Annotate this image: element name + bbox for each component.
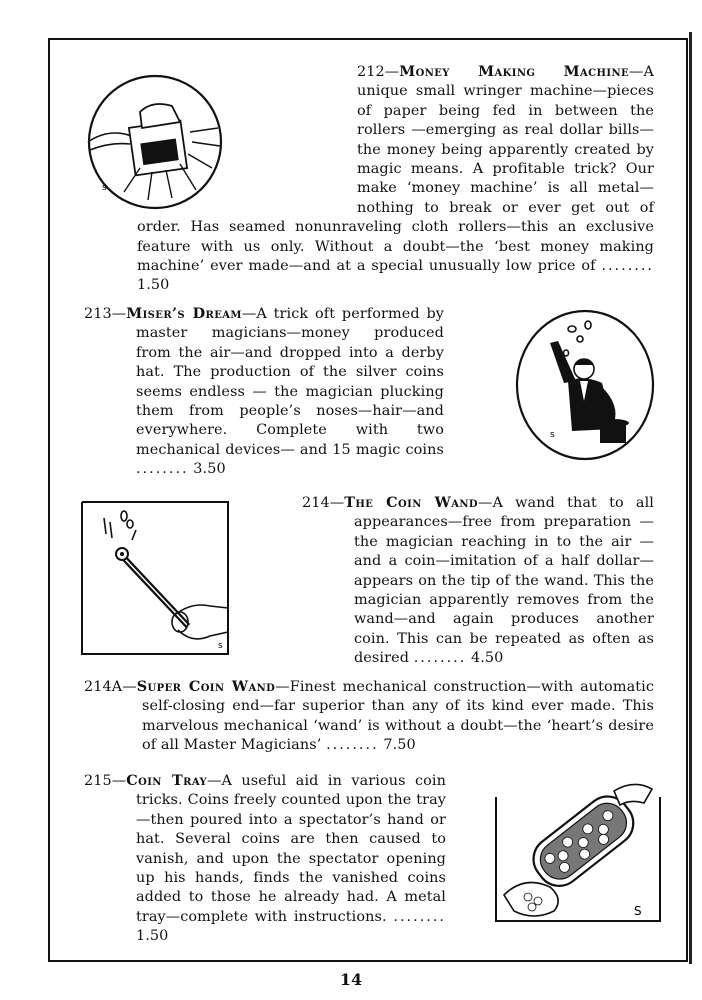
price-leader-dots: ........ [326,737,379,754]
page-number: 14 [339,970,363,989]
price-leader-dots: ........ [136,461,189,478]
price-leader-dots: ........ [601,258,654,275]
item-description: —A trick oft performed by master magicians—money produced from the air—and dropped into a derby hat. The production of the silver coins seems endless — the magician plucking them from people’s noses—hair—and everywhere. Complete with two mechanical devices— and 15 magic coins [136,306,444,458]
item-number: 215— [84,773,127,789]
catalog-item-2 [84,304,444,480]
item-description: —A wand that to all appearances—free from preparation —the magician reaching in to the air —and a coin—imitation of a half dollar—appears on the tip of the wand. This the magician apparently removes from the wand—and again produces another coin. This can be repeated as often as desired [354,495,654,667]
price-leader-dots: ........ [393,908,446,925]
coin-wand-illustration [80,498,232,658]
catalog-item-4 [84,677,654,756]
item-name: Miser’s Dream [126,305,242,322]
item-price: 1.50 [136,928,169,945]
item-number: 214— [302,495,345,511]
item-number: 213— [84,306,127,322]
item-name: Super Coin Wand [136,678,276,695]
page-fold-edge [689,32,692,964]
item-price: 4.50 [466,650,504,667]
catalog-item-5 [84,771,446,947]
item-price: 7.50 [378,737,416,754]
item-price: 3.50 [188,461,226,478]
catalog-item-3 [302,493,654,669]
svg-text:s: s [218,641,223,651]
item-description: —A useful aid in various coin tricks. Coins freely counted upon the tray—then poured into a spectator’s hand or hat. Several coins are then caused to vanish, and upon the spectator opening up his hands, finds the vanished coins added to those he already had. A metal tray—complete with instructions. [136,773,446,925]
item-description: —A unique small wringer machine—pieces of paper being fed in between the rollers —emerging as real dollar bills—the money being apparently created by magic means. A profitable trick? Our make ‘money machine’ is all metal— nothing to break or ever get out of order. Has seamed nonunraveling cloth rollers—this an exclusive feature with us only. Without a doubt—the ‘best money making machine’ ever made—and at a special unusually low price of [137,64,654,275]
item-number: 214A— [84,679,137,695]
item-name: Money Making Machine [399,63,630,80]
item-name: Coin Tray [126,772,208,789]
item-number: 212— [357,64,400,80]
item-name: The Coin Wand [344,494,478,511]
svg-text:s: s [102,183,107,193]
catalog-item-1 [137,62,654,296]
price-leader-dots: ........ [413,650,467,667]
item-price: 1.50 [137,277,170,294]
svg-text:S: S [634,904,642,918]
item-description: —Finest mechanical construction—with automatic self-closing end—far superior than any of its kind ever made. This marvelous mechanical ‘wand’ is without a doubt—the ‘heart’s desire of all Master Magicians’ [142,679,654,754]
svg-text:s: s [550,430,555,440]
magician-illustration [510,305,660,465]
coin-tray-illustration [494,775,664,925]
